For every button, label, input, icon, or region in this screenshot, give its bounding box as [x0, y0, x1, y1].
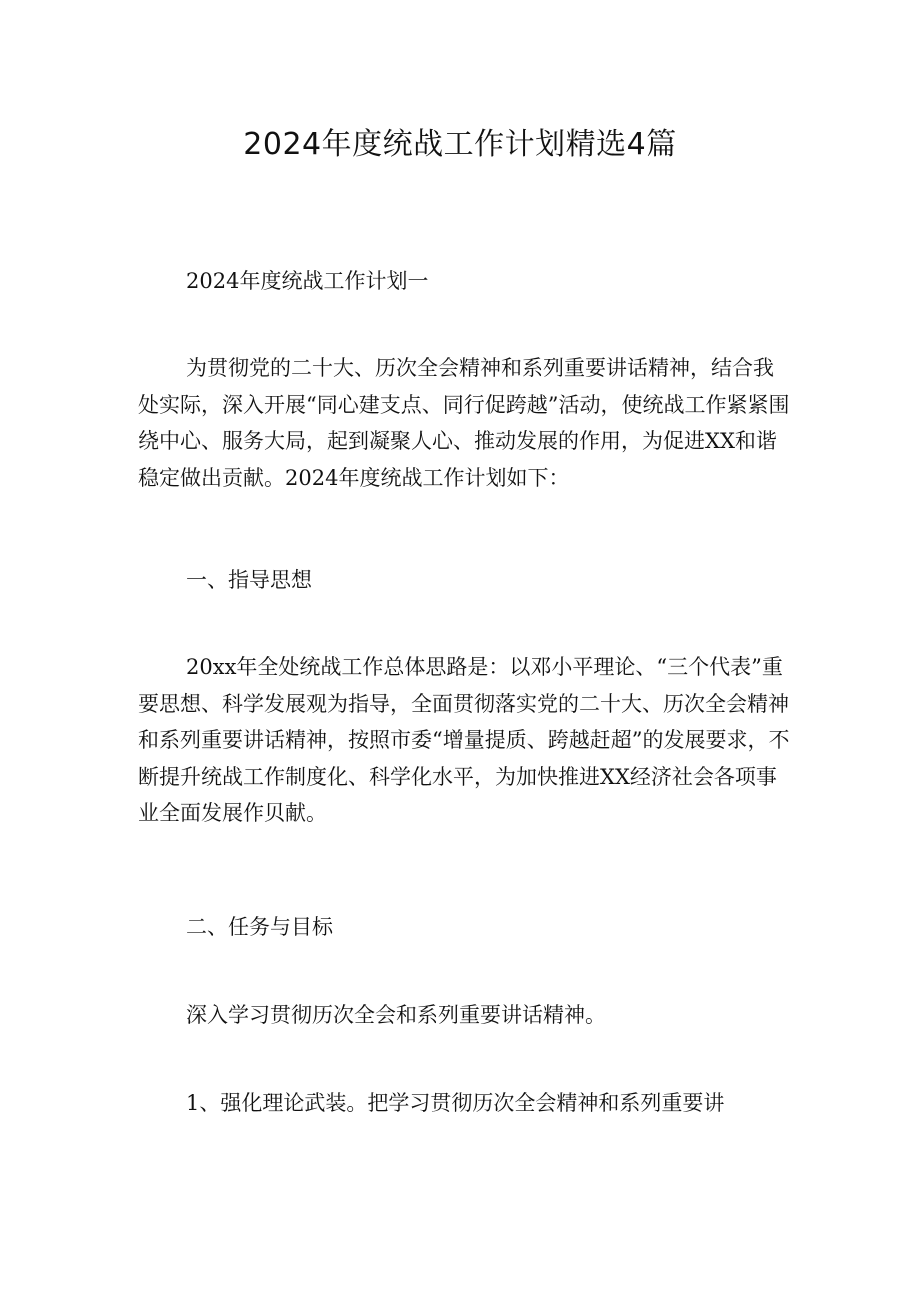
task-item-1: 1、强化理论武装。把学习贯彻历次全会精神和系列重要讲	[186, 1091, 725, 1115]
heading-tasks-goals: 二、任务与目标	[186, 915, 333, 939]
task-intro-paragraph: 深入学习贯彻历次全会和系列重要讲话精神。	[186, 1003, 606, 1027]
heading-guiding-ideology: 一、指导思想	[186, 568, 312, 592]
guiding-paragraph: 20xx年全处统战工作总体思路是：以邓小平理论、“三个代表”重要思想、科学发展观为指导，全面贯彻落实党的二十大、历次全会精神和系列重要讲话精神，按照市委“增量提质、跨越赶超”的发展要求，不断提升统战工作制度化、科学化水平，为加快推进XX经济社会各项事业全面发展作贝献。	[138, 655, 790, 825]
intro-paragraph: 为贯彻党的二十大、历次全会精神和系列重要讲话精神，结合我处实际，深入开展“同心建支点、同行促跨越”活动，使统战工作紧紧围绕中心、服务大局，起到凝聚人心、推动发展的作用，为促进XX和谐稳定做出贡献。2024年度统战工作计划如下：	[138, 356, 790, 490]
section-title: 2024年度统战工作计划一	[186, 269, 429, 293]
document-title: 2024年度统战工作计划精选4篇	[243, 127, 677, 162]
